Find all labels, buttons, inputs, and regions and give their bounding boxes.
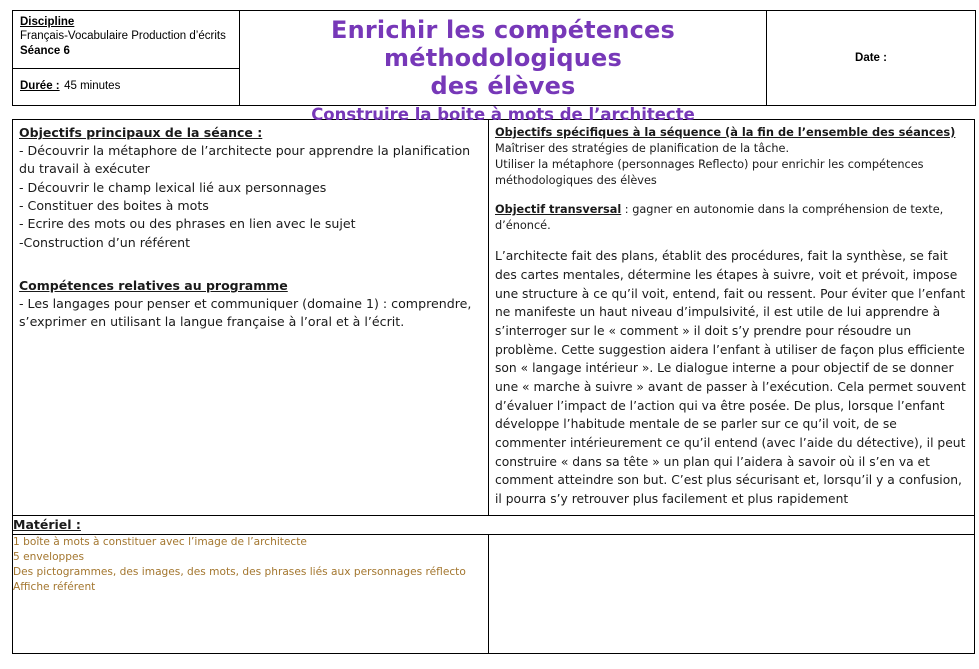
objectives-block xyxy=(13,120,488,338)
material-heading-cell xyxy=(13,515,975,534)
objectives-cell xyxy=(13,120,489,516)
specific-objectives-line: Utiliser la métaphore (personnages Reflecto) pour enrichir les compétences méthodologiques des élèves xyxy=(495,158,924,188)
page-title-line2: des élèves xyxy=(430,71,576,100)
date-cell xyxy=(767,11,976,106)
header-table xyxy=(12,10,976,125)
material-item: Des pictogrammes, des images, des mots, des phrases liés aux personnages réflecto xyxy=(13,565,466,578)
seance-value: Séance 6 xyxy=(20,45,70,58)
competences-item: - Les langages pour penser et communiquer (domaine 1) : comprendre, s’exprimer en utilisant la langue française à l’oral et à l’écrit. xyxy=(19,296,472,330)
header-row xyxy=(13,11,976,106)
discipline-block xyxy=(13,11,239,69)
objectives-item: - Découvrir la métaphore de l’architecte pour apprendre la planification du travail à exécuter xyxy=(19,142,471,177)
content-row xyxy=(13,120,975,516)
material-heading-row xyxy=(13,515,975,534)
right-column-block xyxy=(489,120,974,515)
page-subtitle: Construire la boite à mots de l’architecte xyxy=(311,105,695,125)
transversal-label: Objectif transversal xyxy=(495,203,622,217)
specific-objectives-heading: Objectifs spécifiques à la séquence (à la fin de l’ensemble des séances) xyxy=(495,125,956,139)
specific-objectives-line: Maîtriser des stratégies de planification de la tâche. xyxy=(495,141,790,155)
objectives-item: - Découvrir le champ lexical lié aux personnages xyxy=(19,179,327,195)
duree-value: 45 minutes xyxy=(64,80,121,92)
material-item: 5 enveloppes xyxy=(13,550,85,563)
right-spacer xyxy=(495,234,967,247)
section-spacer xyxy=(19,252,481,278)
title-cell xyxy=(240,11,767,125)
date-label: Date : xyxy=(855,52,887,64)
duree-block xyxy=(13,69,239,105)
discipline-cell xyxy=(13,11,240,106)
right-spacer xyxy=(495,189,967,202)
title-block xyxy=(240,11,766,125)
discipline-label: Discipline xyxy=(20,16,75,28)
material-heading: Matériel : xyxy=(13,516,81,532)
main-content-table xyxy=(12,119,975,654)
duree-label: Durée : xyxy=(20,80,60,92)
objectives-heading: Objectifs principaux de la séance : xyxy=(19,125,263,140)
material-item: 1 boîte à mots à constituer avec l’image de l’architecte xyxy=(13,535,307,548)
material-notes-cell xyxy=(489,534,975,653)
page-title-line1: Enrichir les compétences méthodologiques xyxy=(330,16,676,72)
transversal-objective xyxy=(495,202,967,234)
competences-heading: Compétences relatives au programme xyxy=(19,278,288,294)
objectives-item: - Ecrire des mots ou des phrases en lien avec le sujet xyxy=(19,216,356,232)
body-paragraph: L’architecte fait des plans, établit des procédures, fait la synthèse, se fait des cartes mentales, détermine les étapes à suivre, voit et prévoit, impose une structure à ce qu’il voit, entend, fait ou ressent. Pour éviter que l’enfant ne manifeste un haut niveau d’impulsivité, il est utile de lui apprendre à s’interroger sur le « comment » il doit s’y prendre pour résoudre un problème. Cette suggestion aidera l’enfant à utiliser de façon plus efficiente son « langage intérieur ». Le dialogue interne a pour objectif de se donner une « marche à suivre » avant de passer à l’exécution. Cela permet souvent d’évaluer l’impact de l’action qui va être posée. De plus, lorsque l’enfant développe l’habitude mentale de se parler sur ce qu’il voit, de se commenter intérieurement ce qu’il entend (avec l’aide du détective), il peut construire « dans sa tête » un plan qui l’aidera à savoir où il s’en va et comment atteindre son but. C’est plus sécurisant et, lorsqu’il y a confusion, il pourra s’y retrouver plus facilement et plus rapidement xyxy=(495,249,966,507)
material-list-row xyxy=(13,534,975,653)
material-list-cell xyxy=(13,534,489,653)
specific-objectives-cell xyxy=(489,120,975,516)
objectives-item: -Construction d’un référent xyxy=(19,234,191,250)
material-item: Affiche référent xyxy=(13,580,96,593)
discipline-value: Français-Vocabulaire Production d’écrits xyxy=(20,30,226,43)
transversal-text: : gagner en autonomie dans la compréhension de texte, d’énoncé. xyxy=(495,203,944,233)
objectives-item: - Constituer des boites à mots xyxy=(19,198,209,213)
